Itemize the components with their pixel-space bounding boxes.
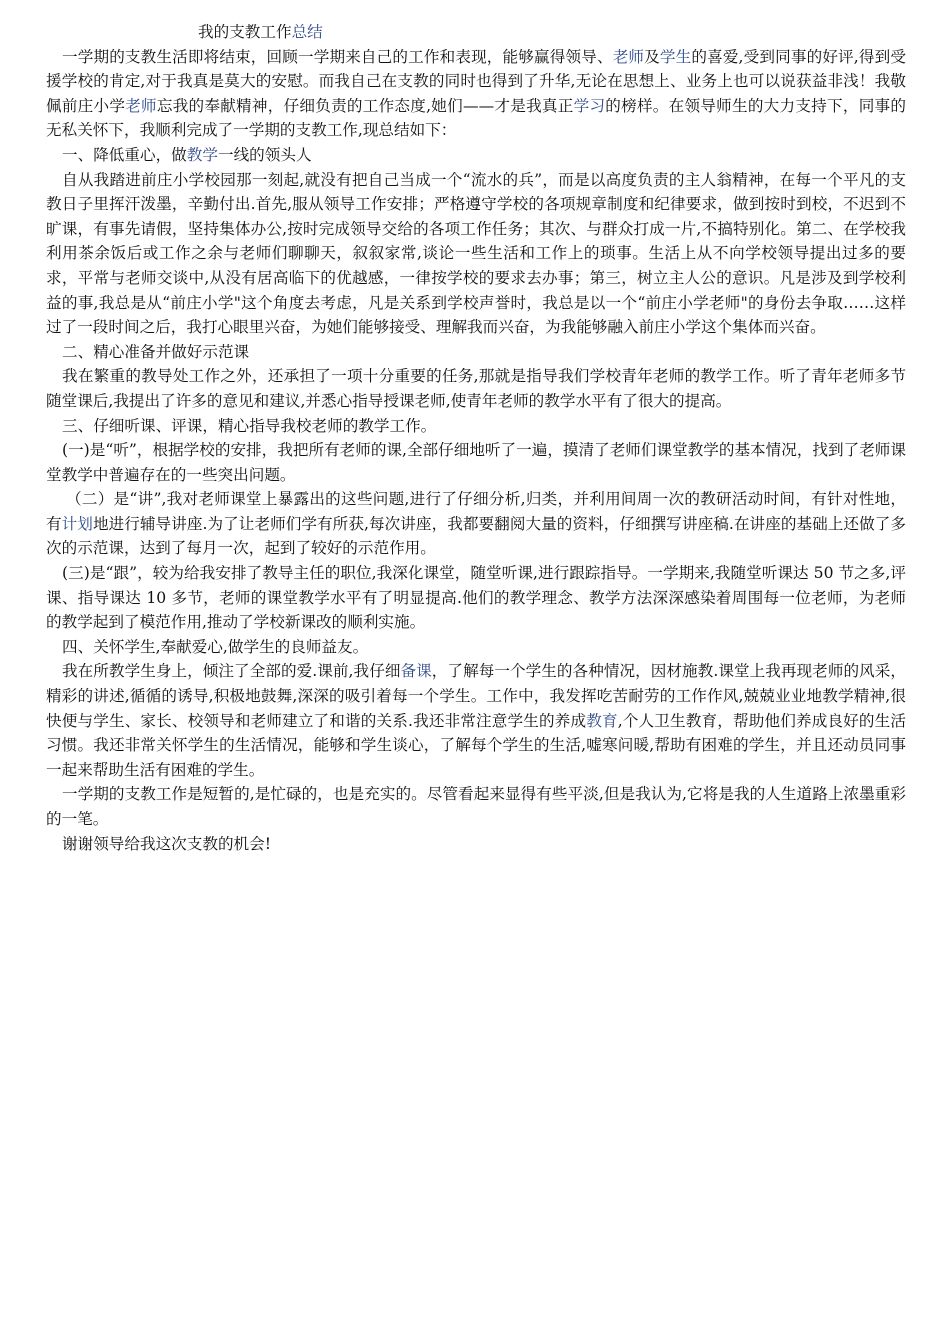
keyword-link[interactable]: 教学 [186,145,218,164]
text-run: 地进行辅导讲座.为了让老师们学有所获,每次讲座，我都要翻阅大量的资料，仔细撰写讲座稿.在讲座的基础上还做了多次的示范课，达到了每月一次，起到了较好的示范作用。 [46,514,906,558]
paragraph [46,364,906,413]
document-paragraphs [46,45,906,857]
text-run: (一)是“听”，根据学校的安排，我把所有老师的课,全部仔细地听了一遍，摸清了老师们课堂教学的基本情况，找到了老师课堂教学中普遍存在的一些突出问题。 [46,441,906,484]
text-run: ,个人卫生教育，帮助他们养成良好的生活习惯。我还非常关怀学生的生活情况，能够和学生谈心，了解每个学生的生活,嘘寒问暖,帮助有困难的学生，并且还动员同事一起来帮助生活有困难的学生。 [46,711,906,779]
paragraph [46,438,906,487]
keyword-link[interactable]: 教育 [586,711,618,730]
document-title [46,20,906,45]
section-heading [46,143,906,168]
text-run: 谢谢领导给我这次支教的机会! [62,834,271,853]
text-run: 的喜爱,受到同事的好评,得到受援学校的肯定,对于我真是莫大的安慰。而我自己在支教的同时也得到了升华,无论在思想上、业务上也可以说获益非浅！我敬佩前庄小学 [46,47,906,115]
keyword-link[interactable]: 学生 [659,47,692,66]
keyword-link[interactable]: 老师 [125,96,157,115]
text-run: 二、精心准备并做好示范课 [62,342,250,361]
paragraph [46,561,906,635]
text-run: 一、降低重心，做 [62,145,187,164]
text-run: 一线的领头人 [217,145,312,164]
paragraph [46,832,906,857]
keyword-link[interactable]: 计划 [61,514,93,533]
keyword-link[interactable]: 备课 [400,662,432,681]
text-run: （二）是“讲”,我对老师课堂上暴露出的这些问题,进行了仔细分析,归类，并利用间周一次的教研活动时间，有针对性地，有 [46,490,906,533]
paragraph [46,168,906,340]
keyword-link[interactable]: 老师 [612,47,645,66]
text-run: 我在所教学生身上，倾注了全部的爱.课前,我仔细 [62,662,401,681]
paragraph [46,487,906,561]
text-run: 一学期的支教生活即将结束，回顾一学期来自己的工作和表现，能够赢得领导、 [62,47,613,66]
paragraph [46,659,906,782]
text-run: ，了解每一个学生的各种情况，因材施教.课堂上我再现老师的风采，精彩的讲述,循循的诱导,积极地鼓舞,深深的吸引着每一个学生。工作中，我发挥吃苦耐劳的工作作风,兢兢业业地教学精神,很快便与学生、家长、校领导和老师建立了和谐的关系.我还非常注意学生的养成 [46,662,906,730]
text-run: 的榜样。在领导师生的大力支持下，同事的无私关怀下，我顺利完成了一学期的支教工作,现总结如下： [46,96,906,140]
text-run: 一学期的支教工作是短暂的,是忙碌的，也是充实的。尽管看起来显得有些平淡,但是我认为,它将是我的人生道路上浓墨重彩的一笔。 [46,785,906,828]
paragraph [46,782,906,831]
text-run: (三)是“跟”，较为给我安排了教导主任的职位,我深化课堂，随堂听课,进行跟踪指导。一学期来,我随堂听课达 50 节之多,评课、指导课达 10 多节，老师的课堂教学水平有了明显提高.他们的教学理念、教学方法深深感染着周围每一位老师，为老师的教学起到了模范作用,推动了学校新课改的顺利实施。 [46,564,906,632]
text-run: 及 [644,47,660,66]
section-heading [46,414,906,439]
title-text: 我的支教工作 [198,23,292,41]
text-run: 三、仔细听课、评课，精心指导我校老师的教学工作。 [62,416,437,435]
section-heading [46,340,906,365]
text-run: 忘我的奉献精神，仔细负责的工作态度,她们——才是我真正 [156,96,574,115]
paragraph [46,45,906,143]
text-run: 自从我踏进前庄小学校园那一刻起,就没有把自己当成一个“流水的兵”，而是以高度负责的主人翁精神，在每一个平凡的支教日子里挥汗泼墨，辛勤付出.首先,服从领导工作安排；严格遵守学校的各项规章制度和纪律要求，做到按时到校，不迟到不旷课，有事先请假，坚持集体办公,按时完成领导交给的各项工作任务；其次、与群众打成一片,不搞特别化。第二、在学校我利用茶余饭后或工作之余与老师们聊聊天，叙叙家常,谈论一些生活和工作上的琐事。生活上从不向学校领导提出过多的要求，平常与老师交谈中,从没有居高临下的优越感，一律按学校的要求去办事；第三，树立主人公的意识。凡是涉及到学校利益的事,我总是从“前庄小学"这个角度去考虑，凡是关系到学校声誉时，我总是以一个“前庄小学老师"的身份去争取……这样过了一段时间之后，我打心眼里兴奋，为她们能够接受、理解我而兴奋，为我能够融入前庄小学这个集体而兴奋。 [46,170,906,337]
document-body [46,20,906,856]
keyword-link[interactable]: 学习 [573,96,606,115]
text-run: 四、关怀学生,奉献爱心,做学生的良师益友。 [62,637,369,656]
text-run: 我在繁重的教导处工作之外，还承担了一项十分重要的任务,那就是指导我们学校青年老师的教学工作。听了青年老师多节随堂课后,我提出了许多的意见和建议,并悉心指导授课老师,使青年老师的教学水平有了很大的提高。 [46,367,906,410]
title-link[interactable]: 总结 [291,23,323,41]
section-heading [46,635,906,660]
